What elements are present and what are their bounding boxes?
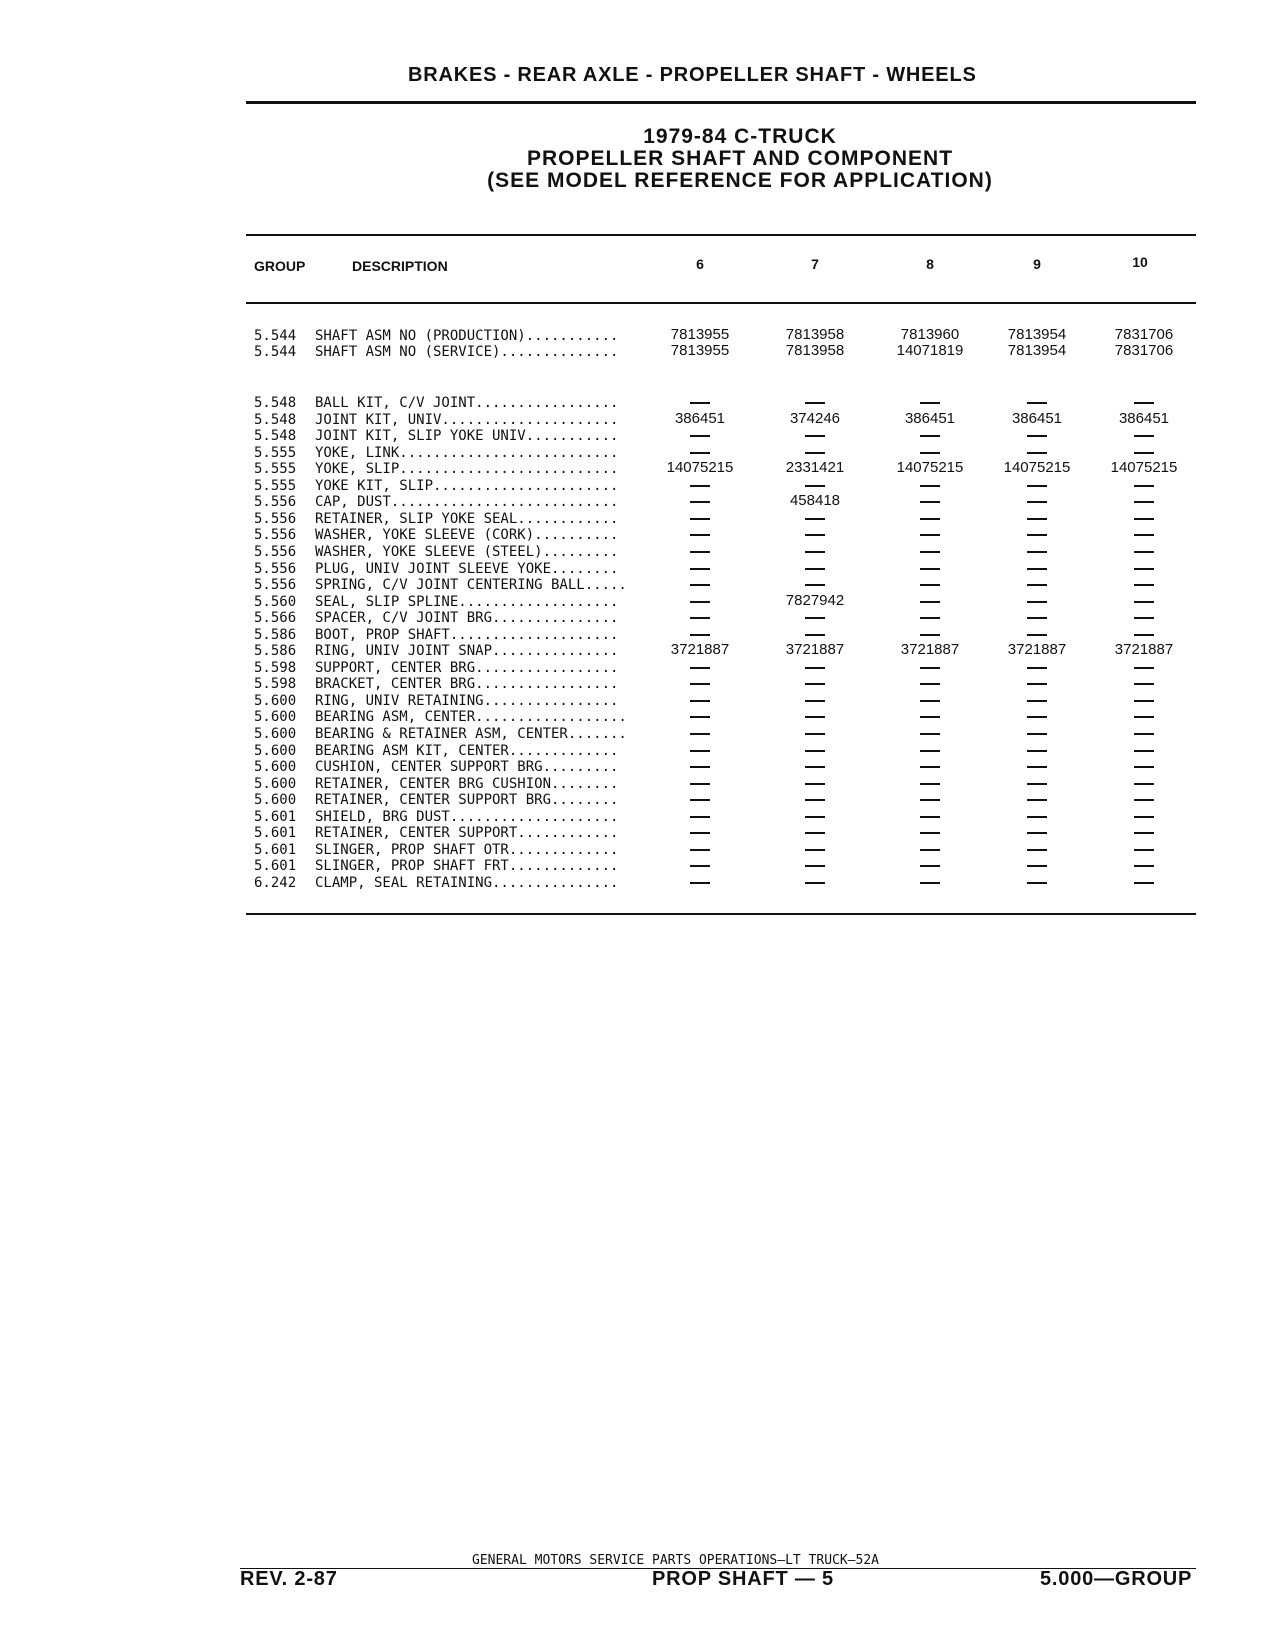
row-description: BEARING ASM KIT, CENTER.............: [315, 742, 619, 759]
row-description: SPRING, C/V JOINT CENTERING BALL.....: [315, 577, 627, 594]
footer-rev: REV. 2-87: [240, 1568, 338, 1590]
not-applicable-dash: [1134, 799, 1154, 801]
not-applicable-dash: [690, 501, 710, 503]
row-description: SUPPORT, CENTER BRG.................: [315, 659, 619, 676]
row-group-number: 5.548: [254, 411, 297, 428]
not-applicable-dash: [805, 816, 825, 818]
row-description: WASHER, YOKE SLEEVE (CORK)..........: [315, 527, 619, 544]
not-applicable-dash: [920, 832, 940, 834]
not-applicable-dash: [805, 584, 825, 586]
not-applicable-dash: [805, 882, 825, 884]
row-description: SHAFT ASM NO (SERVICE)..............: [315, 344, 619, 360]
row-description: JOINT KIT, SLIP YOKE UNIV...........: [315, 428, 619, 445]
not-applicable-dash: [920, 849, 940, 851]
row-group-number: 5.556: [254, 560, 297, 577]
not-applicable-dash: [805, 568, 825, 570]
not-applicable-dash: [690, 700, 710, 702]
part-number-cell: 386451: [1011, 409, 1063, 427]
row-group-number: 5.586: [254, 643, 297, 660]
not-applicable-dash: [690, 485, 710, 487]
row-description: RETAINER, CENTER BRG CUSHION........: [315, 775, 619, 792]
not-applicable-dash: [1027, 700, 1047, 702]
row-group-number: 5.600: [254, 759, 297, 776]
not-applicable-dash: [1027, 683, 1047, 685]
row-description: RING, UNIV RETAINING................: [315, 692, 619, 709]
not-applicable-dash: [920, 683, 940, 685]
not-applicable-dash: [1027, 584, 1047, 586]
not-applicable-dash: [920, 617, 940, 619]
row-description: YOKE, LINK..........................: [315, 444, 619, 461]
not-applicable-dash: [805, 551, 825, 553]
not-applicable-dash: [920, 435, 940, 437]
not-applicable-dash: [1134, 501, 1154, 503]
not-applicable-dash: [1027, 617, 1047, 619]
not-applicable-dash: [805, 452, 825, 454]
not-applicable-dash: [805, 783, 825, 785]
not-applicable-dash: [690, 634, 710, 636]
not-applicable-dash: [1027, 667, 1047, 669]
row-group-number: 5.600: [254, 742, 297, 759]
not-applicable-dash: [1027, 766, 1047, 768]
row-group-number: 5.600: [254, 775, 297, 792]
not-applicable-dash: [805, 617, 825, 619]
footer-publisher: GENERAL MOTORS SERVICE PARTS OPERATIONS—LT TRUCK—52A: [472, 1553, 879, 1568]
not-applicable-dash: [1027, 865, 1047, 867]
part-number-cell: 3721887: [1007, 641, 1067, 659]
not-applicable-dash: [920, 667, 940, 669]
not-applicable-dash: [1134, 601, 1154, 603]
part-number-cell: 14071819: [896, 342, 964, 359]
not-applicable-dash: [690, 452, 710, 454]
not-applicable-dash: [1027, 435, 1047, 437]
row-group-number: 5.600: [254, 792, 297, 809]
row-group-number: 5.555: [254, 477, 297, 494]
row-group-number: 5.601: [254, 808, 297, 825]
part-number-cell: 7813958: [785, 326, 845, 343]
not-applicable-dash: [1134, 551, 1154, 553]
row-group-number: 5.601: [254, 858, 297, 875]
not-applicable-dash: [1027, 716, 1047, 718]
part-number-cell: 458418: [789, 492, 841, 510]
row-description: SHIELD, BRG DUST....................: [315, 808, 619, 825]
not-applicable-dash: [1027, 601, 1047, 603]
not-applicable-dash: [805, 534, 825, 536]
row-description: BEARING ASM, CENTER..................: [315, 709, 627, 726]
not-applicable-dash: [1027, 534, 1047, 536]
not-applicable-dash: [690, 601, 710, 603]
row-group-number: 5.586: [254, 626, 297, 643]
row-group-number: 5.544: [254, 344, 297, 360]
not-applicable-dash: [690, 766, 710, 768]
not-applicable-dash: [920, 750, 940, 752]
row-group-number: 5.556: [254, 494, 297, 511]
table-top-rule: [246, 234, 1196, 236]
not-applicable-dash: [805, 865, 825, 867]
row-description: BRACKET, CENTER BRG.................: [315, 676, 619, 693]
row-description: CUSHION, CENTER SUPPORT BRG.........: [315, 759, 619, 776]
not-applicable-dash: [1027, 452, 1047, 454]
row-description: JOINT KIT, UNIV.....................: [315, 411, 619, 428]
not-applicable-dash: [690, 799, 710, 801]
part-number-cell: 2331421: [785, 459, 845, 477]
row-group-number: 5.600: [254, 726, 297, 742]
row-description: SLINGER, PROP SHAFT OTR.............: [315, 841, 619, 858]
col-head-model-6: 6: [696, 256, 704, 272]
not-applicable-dash: [805, 402, 825, 404]
row-group-number: 5.556: [254, 527, 297, 544]
part-number-cell: 7827942: [785, 591, 845, 609]
not-applicable-dash: [1134, 402, 1154, 404]
not-applicable-dash: [805, 518, 825, 520]
part-number-cell: 14075215: [896, 459, 964, 477]
row-description: RETAINER, CENTER SUPPORT............: [315, 825, 619, 842]
not-applicable-dash: [690, 882, 710, 884]
not-applicable-dash: [1134, 750, 1154, 752]
not-applicable-dash: [1134, 568, 1154, 570]
row-description: BOOT, PROP SHAFT....................: [315, 626, 619, 643]
not-applicable-dash: [920, 452, 940, 454]
not-applicable-dash: [690, 783, 710, 785]
part-number-cell: 7813958: [785, 342, 845, 359]
not-applicable-dash: [1134, 485, 1154, 487]
not-applicable-dash: [920, 783, 940, 785]
not-applicable-dash: [690, 667, 710, 669]
part-number-cell: 3721887: [785, 641, 845, 659]
col-head-description: DESCRIPTION: [352, 258, 448, 274]
not-applicable-dash: [1134, 716, 1154, 718]
part-number-cell: 3721887: [900, 641, 960, 659]
not-applicable-dash: [1134, 832, 1154, 834]
not-applicable-dash: [920, 882, 940, 884]
not-applicable-dash: [805, 435, 825, 437]
row-description: YOKE KIT, SLIP......................: [315, 477, 619, 494]
not-applicable-dash: [690, 568, 710, 570]
not-applicable-dash: [805, 716, 825, 718]
not-applicable-dash: [1134, 783, 1154, 785]
not-applicable-dash: [1134, 816, 1154, 818]
not-applicable-dash: [805, 799, 825, 801]
not-applicable-dash: [1134, 865, 1154, 867]
col-head-model-9: 9: [1033, 256, 1041, 272]
not-applicable-dash: [690, 518, 710, 520]
not-applicable-dash: [1027, 882, 1047, 884]
not-applicable-dash: [1134, 849, 1154, 851]
not-applicable-dash: [920, 634, 940, 636]
not-applicable-dash: [805, 485, 825, 487]
not-applicable-dash: [690, 435, 710, 437]
not-applicable-dash: [1027, 849, 1047, 851]
row-description: PLUG, UNIV JOINT SLEEVE YOKE........: [315, 560, 619, 577]
row-description: BEARING & RETAINER ASM, CENTER.......: [315, 726, 627, 742]
not-applicable-dash: [920, 816, 940, 818]
row-group-number: 5.598: [254, 676, 297, 693]
row-group-number: 5.555: [254, 444, 297, 461]
row-group-number: 5.556: [254, 510, 297, 527]
part-number-cell: 14075215: [1003, 459, 1071, 477]
row-group-number: 5.600: [254, 709, 297, 726]
not-applicable-dash: [1134, 683, 1154, 685]
row-group-number: 5.548: [254, 428, 297, 445]
not-applicable-dash: [1027, 485, 1047, 487]
not-applicable-dash: [805, 683, 825, 685]
not-applicable-dash: [690, 584, 710, 586]
not-applicable-dash: [1027, 799, 1047, 801]
table-bottom-rule: [246, 913, 1196, 915]
not-applicable-dash: [805, 832, 825, 834]
part-number-cell: 14075215: [1110, 459, 1178, 477]
footer-page: PROP SHAFT — 5: [652, 1568, 834, 1590]
row-group-number: 5.555: [254, 461, 297, 478]
not-applicable-dash: [1134, 634, 1154, 636]
not-applicable-dash: [805, 634, 825, 636]
row-description: CLAMP, SEAL RETAINING...............: [315, 874, 619, 891]
title-line-2: PROPELLER SHAFT AND COMPONENT: [526, 147, 954, 170]
not-applicable-dash: [1027, 568, 1047, 570]
not-applicable-dash: [920, 799, 940, 801]
col-head-model-10: 10: [1132, 254, 1148, 270]
not-applicable-dash: [690, 716, 710, 718]
not-applicable-dash: [1134, 534, 1154, 536]
row-description: WASHER, YOKE SLEEVE (STEEL).........: [315, 543, 619, 560]
not-applicable-dash: [805, 766, 825, 768]
col-head-group: GROUP: [254, 258, 306, 274]
not-applicable-dash: [920, 733, 940, 735]
not-applicable-dash: [1134, 700, 1154, 702]
row-description: BALL KIT, C/V JOINT.................: [315, 395, 619, 411]
row-group-number: 5.560: [254, 593, 297, 610]
not-applicable-dash: [1134, 766, 1154, 768]
row-description: RETAINER, CENTER SUPPORT BRG........: [315, 792, 619, 809]
part-number-cell: 7813960: [900, 326, 960, 343]
not-applicable-dash: [1027, 733, 1047, 735]
row-group-number: 5.544: [254, 328, 297, 344]
header-rule: [246, 101, 1196, 104]
footer-group: 5.000—GROUP: [1040, 1568, 1193, 1590]
page-header: BRAKES - REAR AXLE - PROPELLER SHAFT - WHEELS: [408, 64, 977, 86]
not-applicable-dash: [805, 750, 825, 752]
not-applicable-dash: [805, 700, 825, 702]
part-number-cell: 7813955: [670, 326, 730, 343]
col-head-model-8: 8: [926, 256, 934, 272]
row-description: SEAL, SLIP SPLINE...................: [315, 593, 619, 610]
not-applicable-dash: [1134, 882, 1154, 884]
not-applicable-dash: [920, 485, 940, 487]
not-applicable-dash: [690, 551, 710, 553]
part-number-cell: 14075215: [666, 459, 734, 477]
not-applicable-dash: [805, 667, 825, 669]
row-group-number: 5.556: [254, 543, 297, 560]
not-applicable-dash: [805, 849, 825, 851]
row-description: SHAFT ASM NO (PRODUCTION)...........: [315, 328, 619, 344]
part-number-cell: 7813954: [1007, 342, 1067, 359]
part-number-cell: 386451: [904, 409, 956, 427]
not-applicable-dash: [1027, 634, 1047, 636]
row-description: YOKE, SLIP..........................: [315, 461, 619, 478]
not-applicable-dash: [1027, 402, 1047, 404]
part-number-cell: 7813955: [670, 342, 730, 359]
row-group-number: 5.566: [254, 610, 297, 627]
not-applicable-dash: [690, 750, 710, 752]
row-group-number: 5.601: [254, 825, 297, 842]
not-applicable-dash: [920, 700, 940, 702]
part-number-cell: 3721887: [670, 641, 730, 659]
part-number-cell: 3721887: [1114, 641, 1174, 659]
not-applicable-dash: [690, 534, 710, 536]
not-applicable-dash: [920, 716, 940, 718]
not-applicable-dash: [1027, 832, 1047, 834]
not-applicable-dash: [920, 551, 940, 553]
part-number-cell: 7831706: [1114, 326, 1174, 343]
row-description: RING, UNIV JOINT SNAP...............: [315, 643, 619, 660]
not-applicable-dash: [920, 534, 940, 536]
not-applicable-dash: [1027, 518, 1047, 520]
not-applicable-dash: [920, 584, 940, 586]
not-applicable-dash: [1134, 617, 1154, 619]
not-applicable-dash: [920, 568, 940, 570]
not-applicable-dash: [690, 733, 710, 735]
not-applicable-dash: [1027, 551, 1047, 553]
row-group-number: 5.600: [254, 692, 297, 709]
not-applicable-dash: [920, 766, 940, 768]
not-applicable-dash: [1027, 501, 1047, 503]
part-number-cell: 7813954: [1007, 326, 1067, 343]
not-applicable-dash: [1134, 733, 1154, 735]
row-group-number: 5.601: [254, 841, 297, 858]
not-applicable-dash: [1134, 435, 1154, 437]
not-applicable-dash: [805, 733, 825, 735]
not-applicable-dash: [690, 683, 710, 685]
part-number-cell: 386451: [674, 409, 726, 427]
not-applicable-dash: [690, 832, 710, 834]
part-number-cell: 374246: [789, 409, 841, 427]
not-applicable-dash: [920, 601, 940, 603]
part-number-cell: 7831706: [1114, 342, 1174, 359]
part-number-cell: 386451: [1118, 409, 1170, 427]
not-applicable-dash: [920, 402, 940, 404]
not-applicable-dash: [1027, 816, 1047, 818]
not-applicable-dash: [1027, 783, 1047, 785]
title-line-3: (SEE MODEL REFERENCE FOR APPLICATION): [487, 169, 993, 192]
table-header-rule: [246, 302, 1196, 304]
col-head-model-7: 7: [811, 256, 819, 272]
not-applicable-dash: [690, 849, 710, 851]
not-applicable-dash: [920, 518, 940, 520]
row-description: SLINGER, PROP SHAFT FRT.............: [315, 858, 619, 875]
row-description: SPACER, C/V JOINT BRG...............: [315, 610, 619, 627]
not-applicable-dash: [690, 865, 710, 867]
title-line-1: 1979-84 C-TRUCK: [643, 125, 837, 148]
not-applicable-dash: [1134, 667, 1154, 669]
not-applicable-dash: [920, 865, 940, 867]
not-applicable-dash: [690, 617, 710, 619]
not-applicable-dash: [690, 816, 710, 818]
row-description: RETAINER, SLIP YOKE SEAL............: [315, 510, 619, 527]
row-group-number: 5.598: [254, 659, 297, 676]
not-applicable-dash: [1027, 750, 1047, 752]
row-group-number: 6.242: [254, 874, 297, 891]
not-applicable-dash: [1134, 452, 1154, 454]
not-applicable-dash: [690, 402, 710, 404]
not-applicable-dash: [920, 501, 940, 503]
row-description: CAP, DUST...........................: [315, 494, 619, 511]
row-group-number: 5.556: [254, 577, 297, 594]
row-group-number: 5.548: [254, 395, 297, 411]
title-block: [440, 126, 1040, 192]
not-applicable-dash: [1134, 584, 1154, 586]
not-applicable-dash: [1134, 518, 1154, 520]
